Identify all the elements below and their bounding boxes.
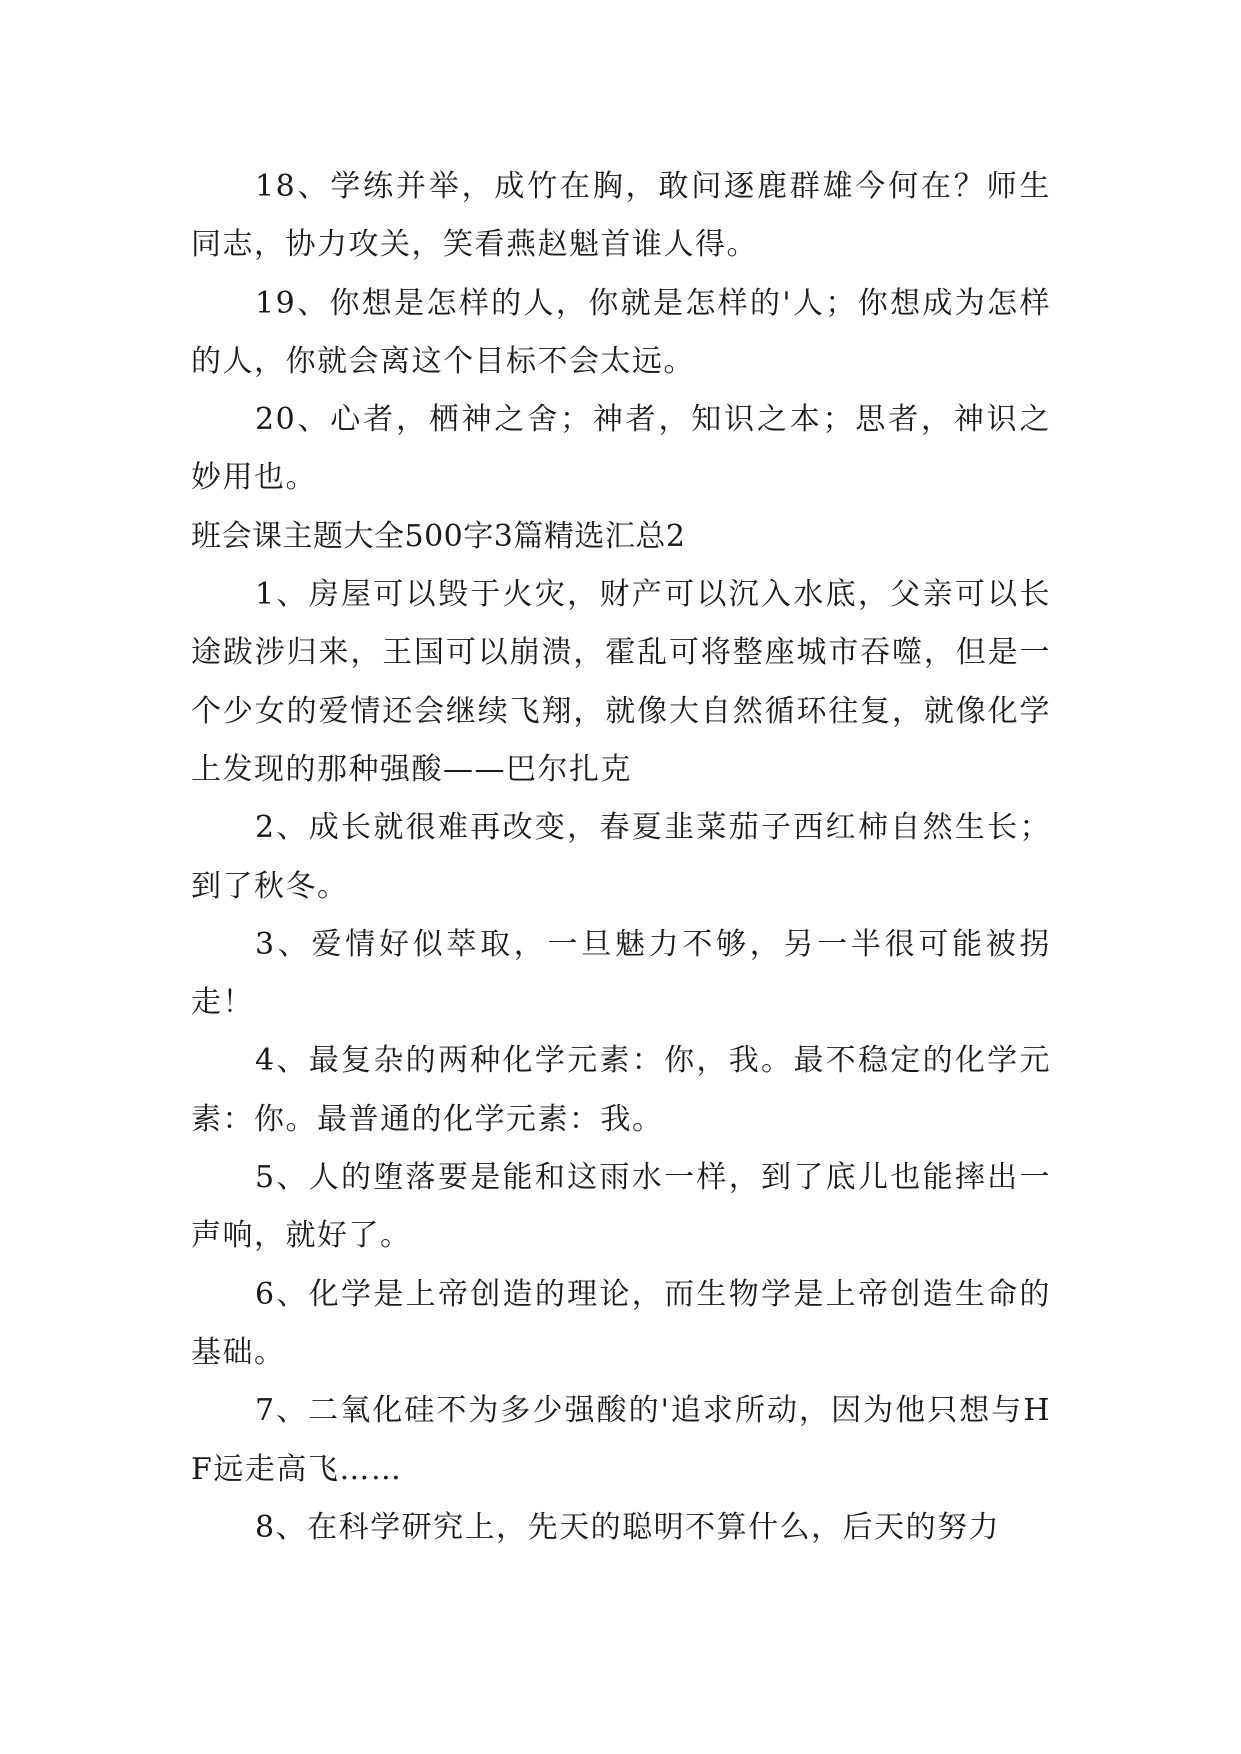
quote-paragraph-4: 4、最复杂的两种化学元素：你，我。最不稳定的化学元素：你。最普通的化学元素：我。 [191,1043,1051,1137]
quote-paragraph-6: 6、化学是上帝创造的理论，而生物学是上帝创造生命的基础。 [191,1276,1051,1370]
quote-paragraph-2: 2、成长就很难再改变，春夏韭菜茄子西红柿自然生长；到了秋冬。 [191,810,1051,904]
quote-paragraph-5: 5、人的堕落要是能和这雨水一样，到了底儿也能摔出一声响，就好了。 [191,1160,1051,1254]
quote-paragraph-18: 18、学练并举，成竹在胸，敢问逐鹿群雄今何在？师生同志，协力攻关，笑看燕赵魁首谁人得。 [191,169,1051,263]
quote-paragraph-19: 19、你想是怎样的人，你就是怎样的'人；你想成为怎样的人，你就会离这个目标不会太远。 [191,285,1051,379]
quote-paragraph-8: 8、在科学研究上，先天的聪明不算什么，后天的努力 [255,1509,1001,1545]
quote-paragraph-3: 3、爱情好似萃取，一旦魅力不够，另一半很可能被拐走！ [191,926,1051,1021]
section-heading: 班会课主题大全500字3篇精选汇总2 [191,518,686,554]
quote-paragraph-1: 1、房屋可以毁于火灾，财产可以沉入水底，父亲可以长途跋涉归来，王国可以崩溃，霍乱可将整座城市吞噬，但是一个少女的爱情还会继续飞翔，就像大自然循环往复，就像化学上发现的那种强酸——巴尔扎克 [191,577,1051,787]
document-body [191,158,1051,1557]
quote-paragraph-20: 20、心者，栖神之舍；神者，知识之本；思者，神识之妙用也。 [191,402,1051,496]
quote-paragraph-7: 7、二氧化硅不为多少强酸的'追求所动，因为他只想与HF远走高飞…… [191,1393,1051,1487]
